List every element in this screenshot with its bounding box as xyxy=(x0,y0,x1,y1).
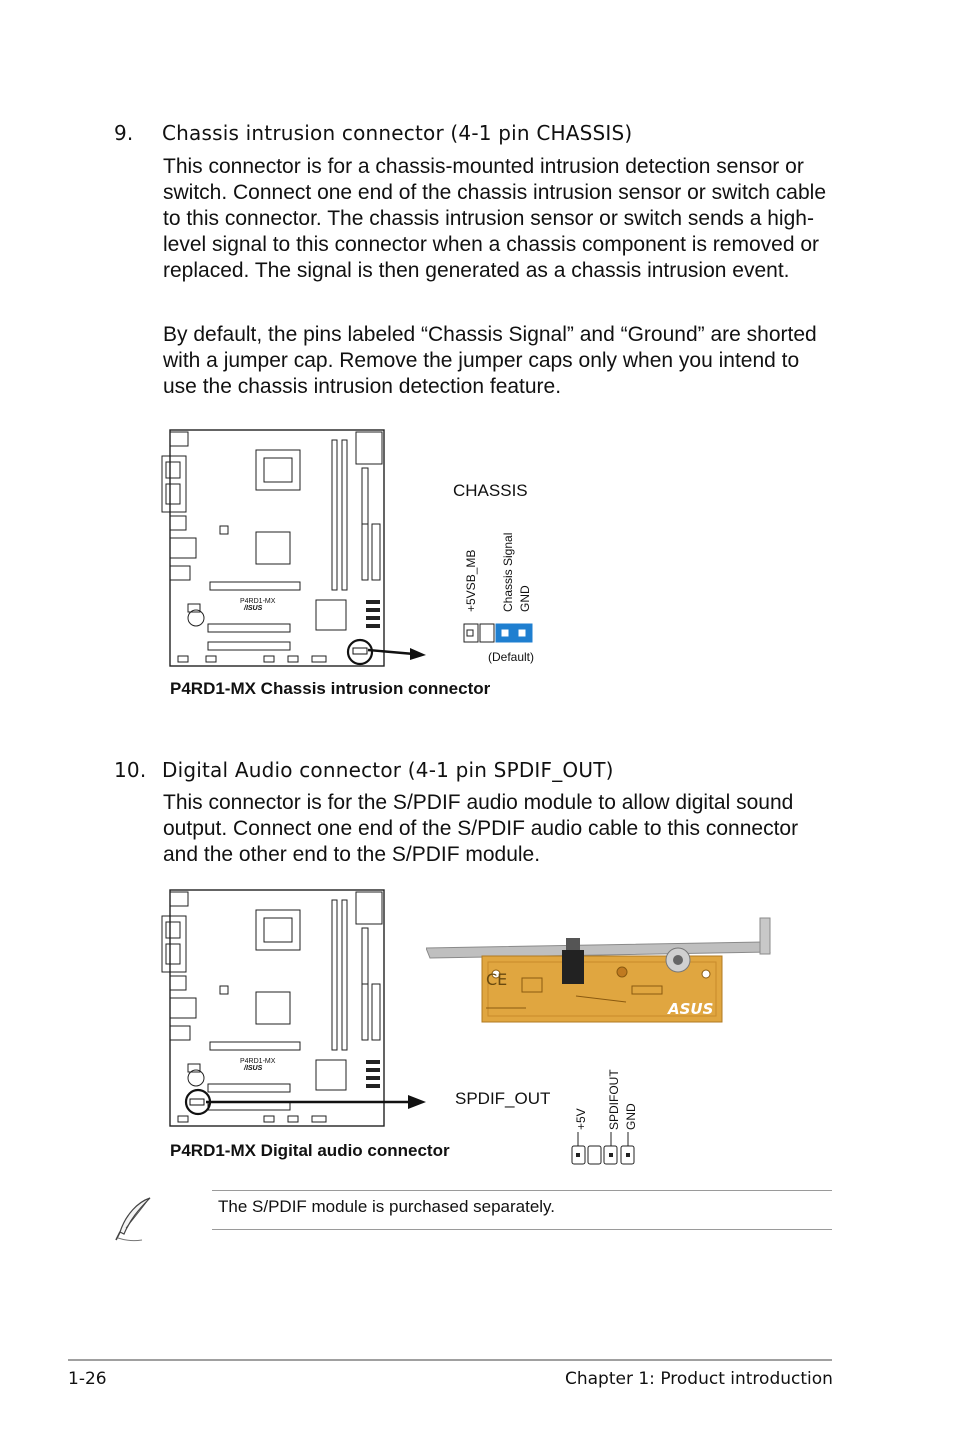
pin-label-5v: +5V xyxy=(574,1108,588,1130)
pin-label-spdifout: SPDIFOUT xyxy=(607,1069,621,1130)
chassis-connector-name: CHASSIS xyxy=(453,481,528,500)
default-label: (Default) xyxy=(488,650,535,664)
spdif-pin-header xyxy=(570,1132,642,1168)
asus-logo-small: /ISUS xyxy=(244,605,263,612)
spdif-module-illustration xyxy=(426,916,778,1028)
ce-mark: CE xyxy=(486,970,508,989)
note-top-rule xyxy=(212,1190,832,1191)
section-10-title: Digital Audio connector (4-1 pin SPDIF_OUT) xyxy=(162,758,614,782)
pointer-arrow-spdif xyxy=(206,1092,428,1112)
asus-module-logo: ASUS xyxy=(668,1000,714,1018)
pin-label-gnd-2: GND xyxy=(624,1103,638,1130)
board-model-label: P4RD1-MX xyxy=(240,598,276,605)
figure-caption-chassis: P4RD1-MX Chassis intrusion connector xyxy=(170,679,491,698)
board-model-label-2: P4RD1-MX xyxy=(240,1058,276,1065)
motherboard-diagram-chassis xyxy=(160,428,390,672)
page-number: 1-26 xyxy=(68,1369,107,1389)
section-10-heading xyxy=(114,758,614,782)
note-bottom-rule xyxy=(212,1229,832,1230)
section-10-paragraph-1: This connector is for the S/PDIF audio module to allow digital sound output. Connect one end of the S/PDIF audio cable to this connector and the other end to the S/PDIF module. xyxy=(163,791,799,866)
chapter-title: Chapter 1: Product introduction xyxy=(565,1369,833,1389)
pointer-arrow-chassis xyxy=(368,640,430,660)
chassis-pin-header xyxy=(462,622,536,644)
section-9-paragraph-1: This connector is for a chassis-mounted intrusion detection sensor or switch. Connect one end of the chassis intrusion sensor or switch cable to this connector. The chassis intrusion sensor or switch sends a high-level signal to this connector when a chassis component is removed or replaced. The signal is then generated as a chassis intrusion event. xyxy=(163,155,827,282)
figure-caption-spdif: P4RD1-MX Digital audio connector xyxy=(170,1141,450,1160)
asus-logo-small-2: /ISUS xyxy=(244,1065,263,1072)
section-9-heading xyxy=(114,121,632,145)
pin-label-gnd: GND xyxy=(518,585,532,612)
pin-label-chassis-signal: Chassis Signal xyxy=(501,532,515,612)
pin-label-5vsb: +5VSB_MB xyxy=(464,549,478,612)
feather-pen-icon xyxy=(112,1194,158,1244)
section-9-title: Chassis intrusion connector (4-1 pin CHASSIS) xyxy=(162,121,633,145)
section-9-number: 9. xyxy=(114,121,134,145)
footer-rule xyxy=(68,1359,832,1361)
note-text: The S/PDIF module is purchased separately. xyxy=(218,1197,556,1216)
spdif-connector-name: SPDIF_OUT xyxy=(455,1089,551,1108)
section-9-paragraph-2: By default, the pins labeled “Chassis Signal” and “Ground” are shorted with a jumper cap. Remove the jumper caps only when you intend to use the chassis intrusion detection feature. xyxy=(163,323,817,398)
section-10-number: 10. xyxy=(114,758,147,782)
